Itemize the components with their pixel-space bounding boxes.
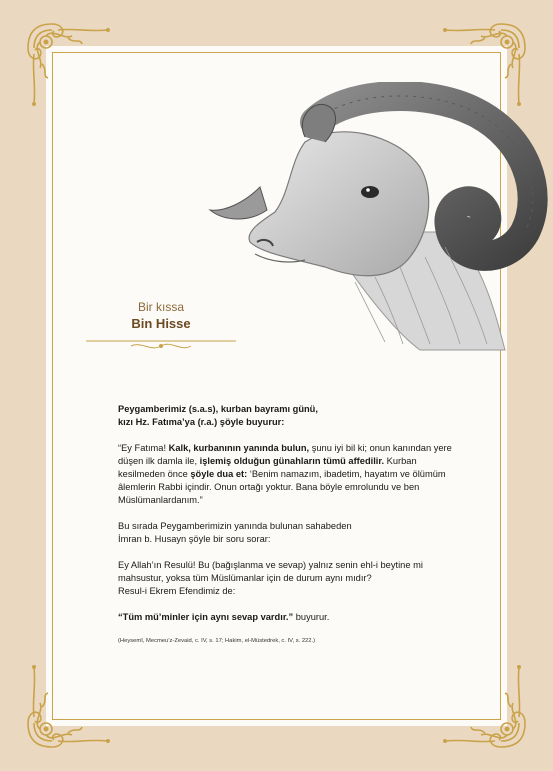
quote-paragraph	[118, 442, 458, 507]
answer-paragraph	[118, 611, 458, 624]
section-heading	[86, 300, 236, 331]
scene-line: İmran b. Husayn şöyle bir soru sorar:	[118, 534, 271, 544]
intro-paragraph	[118, 403, 458, 429]
scene-line: Bu sırada Peygamberimizin yanında bulunan sahabeden	[118, 521, 352, 531]
quote-emphasis: Kalk, kurbanının yanında bulun,	[168, 443, 310, 453]
question-line: Ey Allah’ın Resulü! Bu (bağışlanma ve sevap) yalnız senin ehl-i beytine mi	[118, 560, 423, 570]
quote-text: ‘Benim namazım, ibadetim, hayatım ve ölümüm âlemlerin Rabbi içindir. Onun ortağı yoktur. Bana böyle emrolundu ve ben Müslümanlardanım.”	[118, 469, 446, 505]
intro-line: kızı Hz. Fatıma’ya (r.a.) şöyle buyurur:	[118, 417, 285, 427]
quote-emphasis: şöyle dua et:	[190, 469, 248, 479]
intro-line: Peygamberimiz (s.a.s), kurban bayramı günü,	[118, 404, 318, 414]
reference-note: (Heysemî, Mecmeu’z-Zevaid, c. IV, s. 17; Hakim, el-Müstedrek, c. IV, s. 222.)	[118, 638, 316, 644]
scene-paragraph	[118, 520, 458, 546]
quote-text: şunu iyi bil ki; onun kanından yere düşen ilk damla ile,	[118, 443, 452, 466]
question-paragraph	[118, 559, 458, 598]
answer-text: buyurur.	[293, 612, 330, 622]
heading-subtitle: Bir kıssa	[137, 300, 184, 314]
ornamental-corner-icon	[22, 18, 117, 113]
quote-text: “Ey Fatıma!	[118, 443, 169, 453]
ornamental-corner-icon	[22, 658, 117, 753]
ram-illustration-icon	[205, 82, 550, 352]
question-line: mahsustur, yoksa tüm Müslümanlar için de durum aynı mıdır?	[118, 573, 372, 583]
ornamental-corner-icon	[436, 658, 531, 753]
answer-emphasis: “Tüm mü’minler için aynı sevap vardır.”	[118, 612, 294, 622]
heading-title: Bin Hisse	[131, 316, 191, 331]
quote-emphasis: işlemiş olduğun günahların tümü affedilir.	[199, 456, 385, 466]
story-text	[118, 403, 458, 645]
quote-text: Kurban kesilmeden önce	[118, 456, 417, 479]
divider-ornament-icon	[86, 338, 236, 354]
question-line: Resul-i Ekrem Efendimiz de:	[118, 586, 236, 596]
